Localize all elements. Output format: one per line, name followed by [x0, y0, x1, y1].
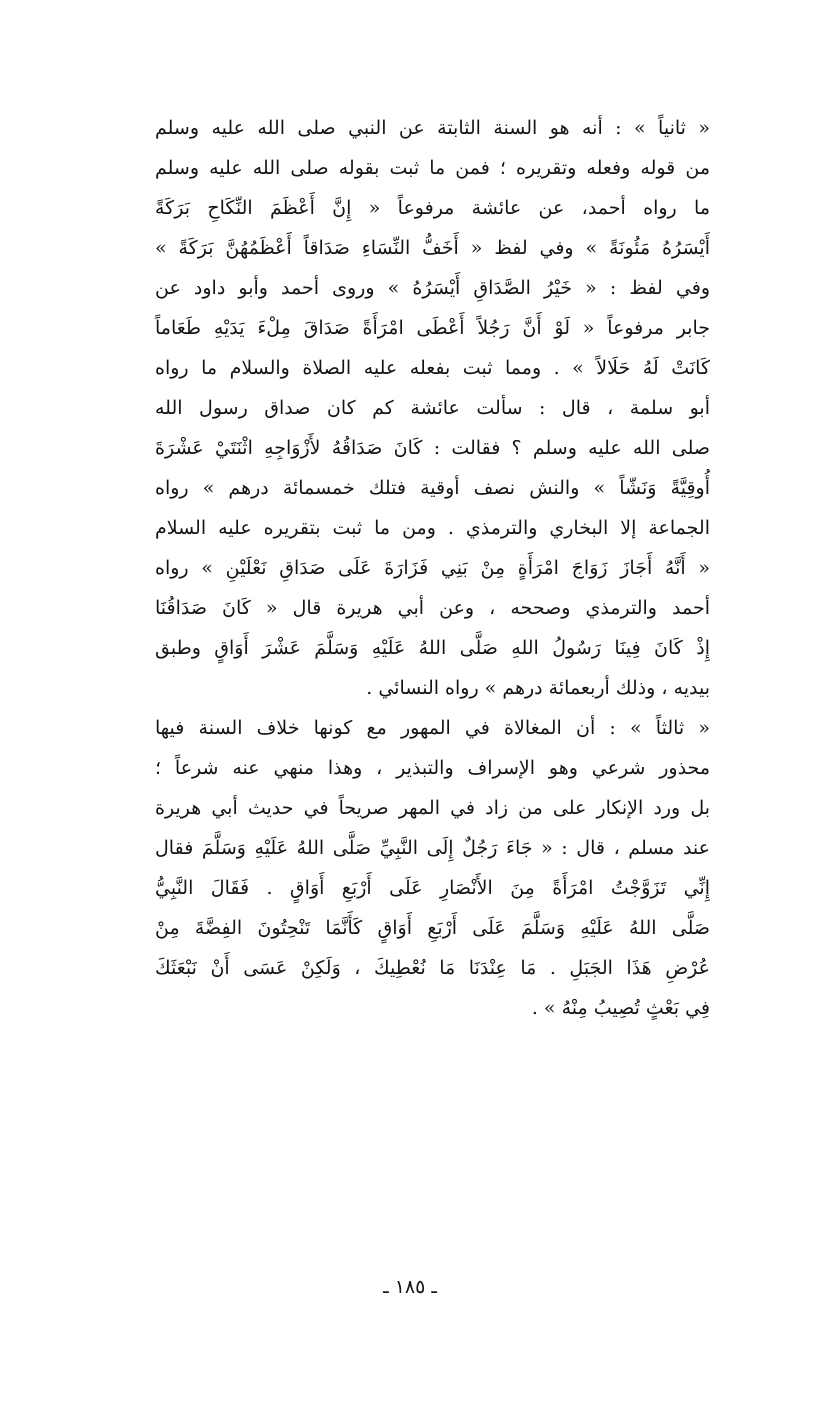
- text-line: من قوله وفعله وتقريره ؛ فمن ما ثبت بقوله صلى الله عليه وسلم: [155, 157, 710, 179]
- text-line: محذور شرعي وهو الإسراف والتبذير ، وهذا منهي عنه شرعاً ؛: [155, 757, 710, 779]
- text-line: « ثانياً » : أنه هو السنة الثابتة عن النبي صلى الله عليه وسلم: [155, 117, 710, 139]
- text-line: بل ورد الإنكار على من زاد في المهر صريحاً في حديث أبي هريرة: [155, 797, 710, 819]
- text-line: الجماعة إلا البخاري والترمذي . ومن ما ثبت بتقريره عليه السلام: [155, 517, 710, 539]
- text-line: أبو سلمة ، قال : سألت عائشة كم كان صداق رسول الله: [155, 397, 710, 419]
- text-line: فِي بَعْثٍ تُصِيبُ مِنْهُ » .: [531, 997, 710, 1019]
- text-line: إِذْ كَانَ فِينَا رَسُولُ اللهِ صَلَّى اللهُ عَلَيْهِ وَسَلَّمَ عَشْرَ أَوَاقٍ وطبق: [155, 637, 710, 659]
- text-line: أَيْسَرُهُ مَئُونَةً » وفي لفظ « أَخَفُّ النِّسَاءِ صَدَاقاً أَعْظَمُهُنَّ بَرَكَةً »: [155, 237, 710, 259]
- text-line: بيديه ، وذلك أربعمائة درهم » رواه النسائي .: [366, 677, 710, 699]
- text-line: إِنِّي تَزَوَّجْتُ امْرَأَةً مِنَ الأَنْصَارِ عَلَى أَرْبَعِ أَوَاقٍ . فَقَالَ النَّبِيُّ: [155, 877, 710, 899]
- text-line: صلى الله عليه وسلم ؟ فقالت : كَانَ صَدَاقُهُ لأَزْوَاجِهِ اثْنَتَيْ عَشْرَةَ: [155, 437, 710, 459]
- text-line: ما رواه أحمد، عن عائشة مرفوعاً « إِنَّ أَعْظَمَ النِّكَاحِ بَرَكَةً: [155, 197, 710, 219]
- body-text: [155, 108, 710, 1028]
- text-line: عُرْضِ هَذَا الجَبَلِ . مَا عِنْدَنَا مَا نُعْطِيكَ ، وَلَكِنْ عَسَى أَنْ نَبْعَثَكَ: [155, 957, 710, 979]
- text-line: صَلَّى اللهُ عَلَيْهِ وَسَلَّمَ عَلَى أَرْبَعِ أَوَاقٍ كَأَنَّمَا تَنْحِتُونَ الفِضَّةَ مِنْ: [155, 917, 710, 939]
- text-line: جابر مرفوعاً « لَوْ أَنَّ رَجُلاً أَعْطَى امْرَأَةً صَدَاقَ مِلْءَ يَدَيْهِ طَعَاماً: [155, 317, 710, 339]
- text-line: أحمد والترمذي وصححه ، وعن أبي هريرة قال « كَانَ صَدَاقُنَا: [155, 597, 710, 619]
- text-line: وفي لفظ : « خَيْرُ الصَّدَاقِ أَيْسَرُهُ » وروى أحمد وأبو داود عن: [155, 277, 710, 299]
- text-line: « ثالثاً » : أن المغالاة في المهور مع كونها خلاف السنة فيها: [155, 717, 710, 739]
- text-line: كَانَتْ لَهُ حَلَالاً » . ومما ثبت بفعله عليه الصلاة والسلام ما رواه: [155, 357, 710, 379]
- text-line: « أَنَّهُ أَجَازَ زَوَاجَ امْرَأَةٍ مِنْ بَنِي فَزَارَةَ عَلَى صَدَاقِ نَعْلَيْنِ » رواه: [155, 557, 710, 579]
- paragraph: [155, 108, 710, 708]
- text-line: عند مسلم ، قال : « جَاءَ رَجُلٌ إِلَى النَّبِيِّ صَلَّى اللهُ عَلَيْهِ وَسَلَّمَ فقال: [155, 837, 710, 859]
- paragraph: [155, 708, 710, 1028]
- page-number: ـ ١٨٥ ـ: [383, 1276, 437, 1298]
- text-line: أُوقِيَّةً وَنَشّاً » والنش نصف أوقية فتلك خمسمائة درهم » رواه: [155, 477, 710, 499]
